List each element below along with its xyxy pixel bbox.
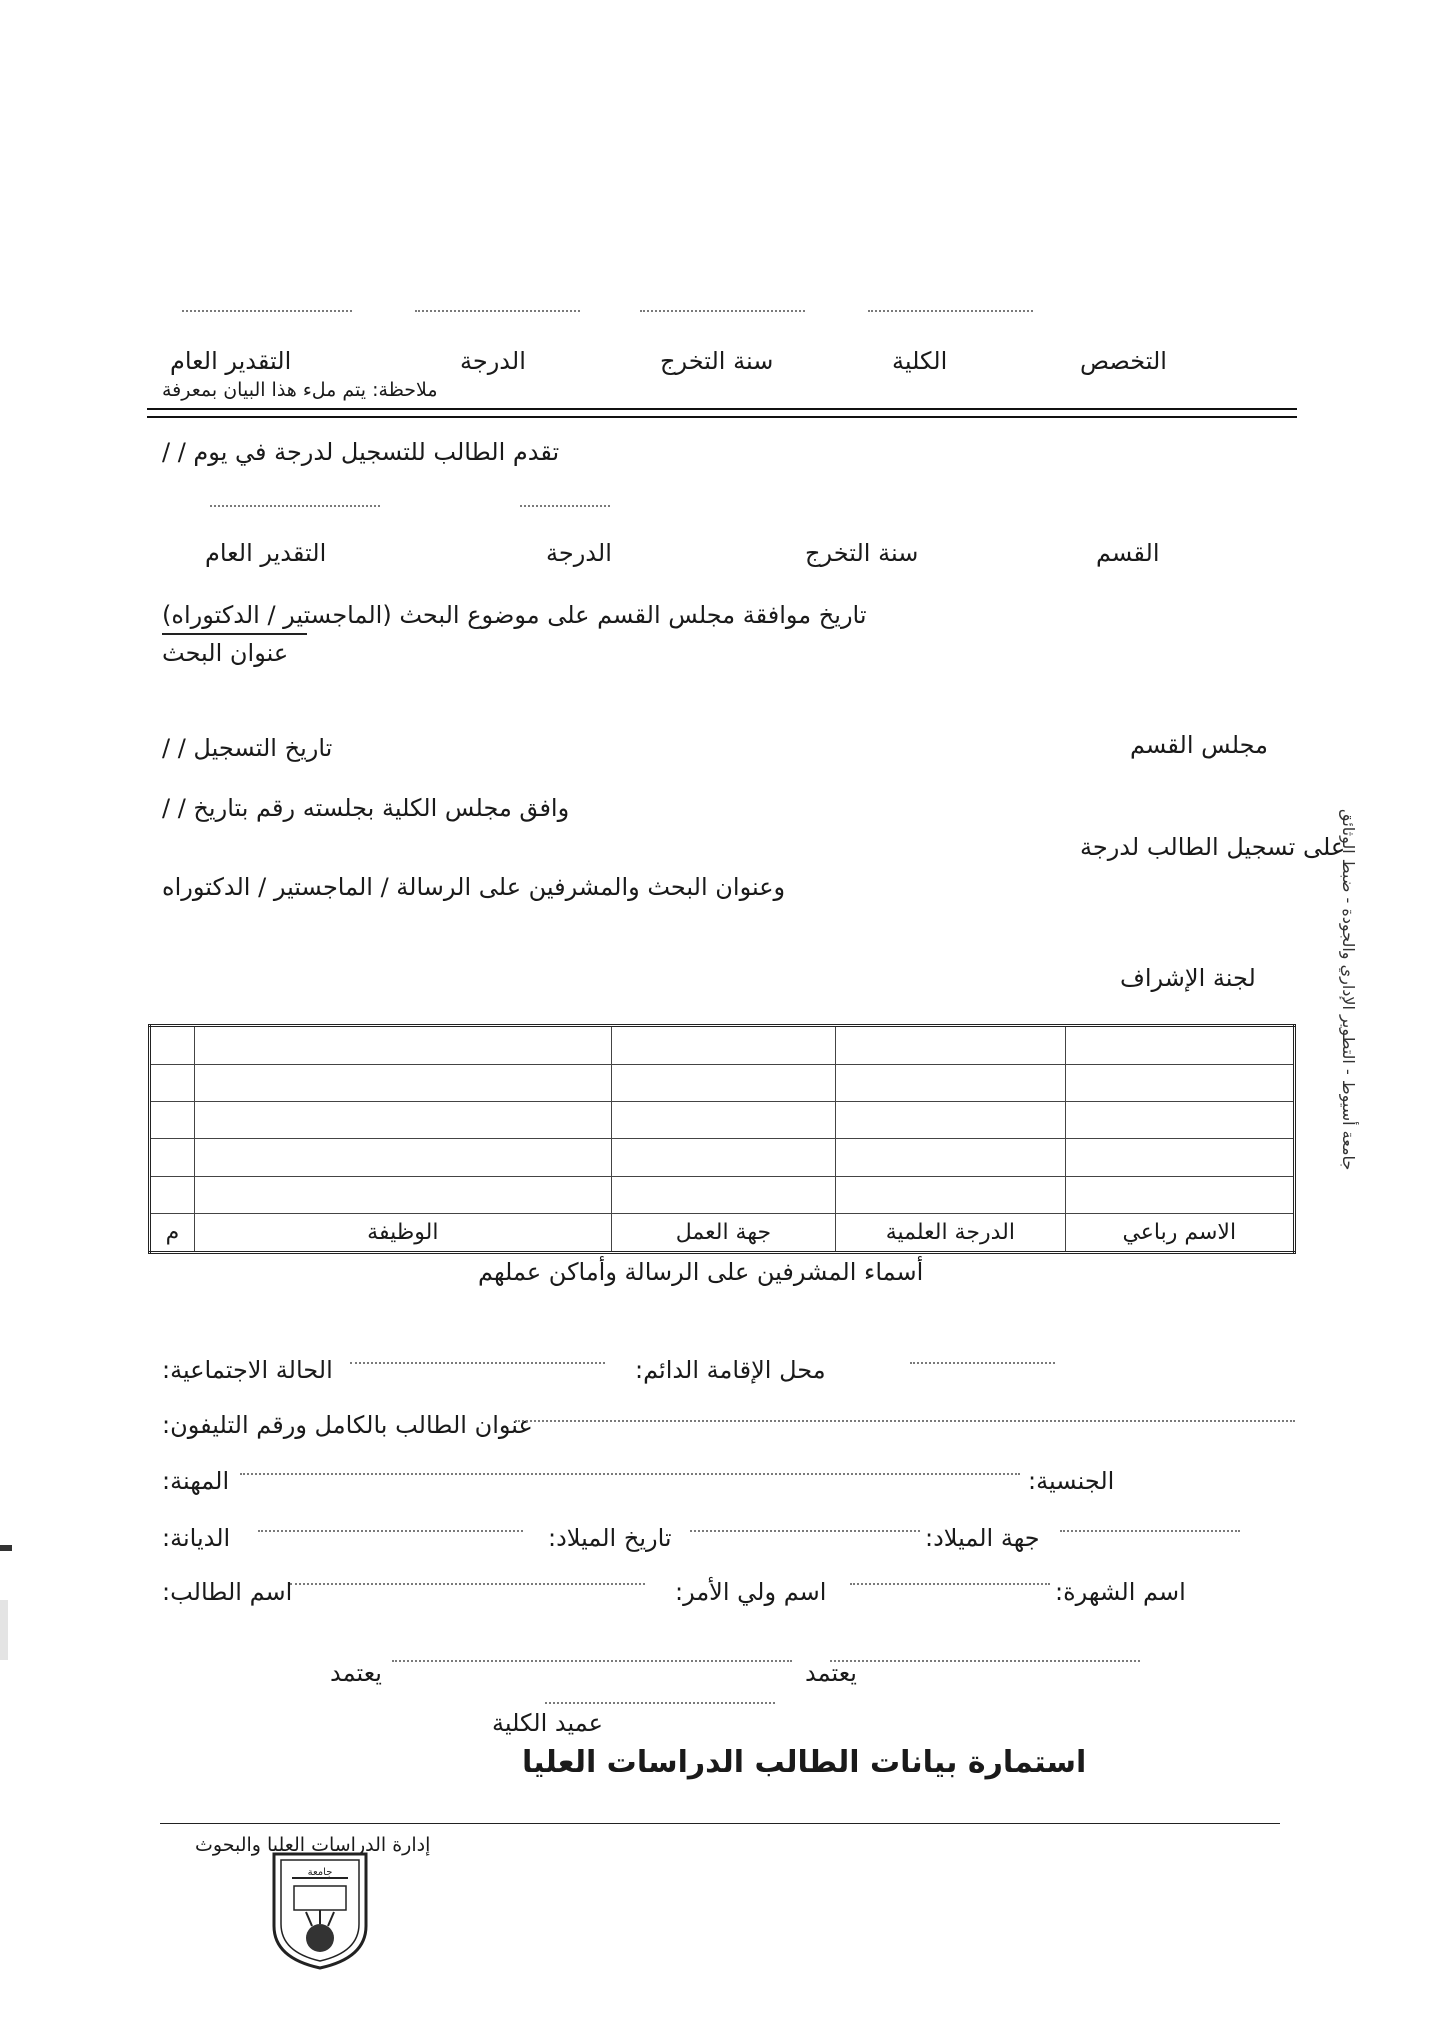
council-line-3: وعنوان البحث والمشرفين على الرسالة / الماجستير / الدكتوراه [162, 873, 786, 901]
seal-emblem-box [294, 1886, 346, 1910]
value-line [850, 1583, 1050, 1585]
label-grad-year: سنة التخرج [660, 347, 774, 375]
side-doc-control-text: جامعة أسيوط - التطوير الإداري والجودة - ضبط الوثائق [1339, 808, 1358, 1170]
field-address-phone: عنوان الطالب بالكامل ورقم التليفون: [162, 1411, 533, 1439]
field-religion: الديانة: [162, 1524, 231, 1552]
field-permanent-residence: محل الإقامة الدائم: [635, 1356, 826, 1384]
value-line [830, 1660, 1140, 1662]
value-line [515, 1420, 1295, 1422]
footer-rule [160, 1823, 1280, 1824]
research-title-label: عنوان البحث [162, 639, 289, 667]
table-row [150, 1176, 1295, 1213]
value-line [640, 310, 805, 312]
council-line-1: وافق مجلس الكلية بجلسته رقم بتاريخ / / [162, 794, 570, 822]
table-cell [611, 1139, 835, 1176]
value-line [690, 1530, 920, 1532]
value-line [1060, 1530, 1240, 1532]
table-cell [150, 1102, 195, 1139]
table-row [150, 1139, 1295, 1176]
label-note: ملاحظة: يتم ملء هذا البيان بمعرفة [162, 379, 438, 401]
table-row [150, 1026, 1295, 1065]
signature-dean: عميد الكلية [492, 1709, 603, 1737]
research-underline [162, 633, 307, 635]
council-line-2: على تسجيل الطالب لدرجة [1080, 833, 1346, 861]
label-degree-2: الدرجة [546, 539, 612, 567]
supervisors-table [148, 1024, 1296, 1254]
field-birth-date: تاريخ الميلاد: [548, 1524, 672, 1552]
table-cell [611, 1026, 835, 1065]
table-cell [836, 1102, 1065, 1139]
scan-edge-shadow [0, 1600, 8, 1660]
table-row [150, 1064, 1295, 1101]
table-header-cell: الوظيفة [194, 1214, 611, 1253]
label-grad-year-2: سنة التخرج [805, 539, 919, 567]
value-line [210, 505, 380, 507]
signature-approve: يعتمد [330, 1659, 382, 1687]
intro-line: تقدم الطالب للتسجيل لدرجة في يوم / / [162, 438, 560, 466]
value-line [545, 1702, 775, 1704]
table-cell [1065, 1139, 1294, 1176]
label-grades: التقدير العام [170, 347, 292, 375]
table-cell [1065, 1176, 1294, 1213]
value-line [290, 1583, 645, 1585]
research-approval-line: تاريخ موافقة مجلس القسم على موضوع البحث (الماجستير / الدكتوراه) [162, 601, 867, 629]
table-header-cell: الدرجة العلمية [836, 1214, 1065, 1253]
table-cell [150, 1139, 195, 1176]
table-cell [150, 1176, 195, 1213]
table-header-row [150, 1214, 1295, 1253]
value-line [520, 505, 610, 507]
label-grades-2: التقدير العام [205, 539, 327, 567]
table-cell [194, 1102, 611, 1139]
field-birth-place: جهة الميلاد: [925, 1524, 1040, 1552]
table-cell [836, 1176, 1065, 1213]
label-department: القسم [1096, 539, 1160, 567]
table-cell [194, 1139, 611, 1176]
table-cell [150, 1064, 195, 1101]
label-degree: الدرجة [460, 347, 526, 375]
table-caption: أسماء المشرفين على الرسالة وأماكن عملهم [478, 1258, 924, 1286]
table-cell [836, 1139, 1065, 1176]
form-title: استمارة بيانات الطالب الدراسات العليا [522, 1745, 1087, 1780]
table-header-cell: جهة العمل [611, 1214, 835, 1253]
table-cell [1065, 1026, 1294, 1065]
table-cell [150, 1026, 195, 1065]
scan-edge-mark [0, 1545, 12, 1551]
footer-office: إدارة الدراسات العليا والبحوث [195, 1834, 431, 1856]
seal-label: جامعة [307, 1867, 333, 1878]
label-college: الكلية [892, 347, 948, 375]
table-cell [194, 1176, 611, 1213]
seal-sun [306, 1924, 334, 1952]
table-cell [1065, 1064, 1294, 1101]
supervisors-label: لجنة الإشراف [1120, 964, 1256, 992]
field-profession: المهنة: [162, 1467, 230, 1495]
value-line [868, 310, 1033, 312]
seal-ray [306, 1912, 312, 1926]
table-row [150, 1102, 1295, 1139]
field-nickname: اسم الشهرة: [1055, 1578, 1186, 1606]
field-student-name: اسم الطالب: [162, 1578, 293, 1606]
table-header-cell: الاسم رباعي [1065, 1214, 1294, 1253]
field-guardian-name: اسم ولي الأمر: [675, 1578, 827, 1606]
department-council: مجلس القسم [1130, 731, 1269, 759]
registration-date: تاريخ التسجيل / / [162, 734, 333, 762]
table-cell [611, 1102, 835, 1139]
field-nationality: الجنسية: [1028, 1467, 1115, 1495]
header-divider [147, 408, 1297, 418]
table-header-cell: م [150, 1214, 195, 1253]
table-cell [611, 1176, 835, 1213]
value-line [392, 1660, 792, 1662]
value-line [258, 1530, 523, 1532]
label-specialization: التخصص [1080, 347, 1167, 375]
seal-ray [328, 1912, 334, 1926]
table-cell [836, 1064, 1065, 1101]
signature-approve-2: يعتمد [805, 1659, 857, 1687]
value-line [350, 1362, 605, 1364]
table-cell [611, 1064, 835, 1101]
table-cell [194, 1026, 611, 1065]
table-cell [194, 1064, 611, 1101]
table-cell [836, 1026, 1065, 1065]
field-social-status: الحالة الاجتماعية: [162, 1356, 333, 1384]
value-line [910, 1362, 1055, 1364]
table-cell [1065, 1102, 1294, 1139]
value-line [240, 1473, 1020, 1475]
value-line [182, 310, 352, 312]
value-line [415, 310, 580, 312]
